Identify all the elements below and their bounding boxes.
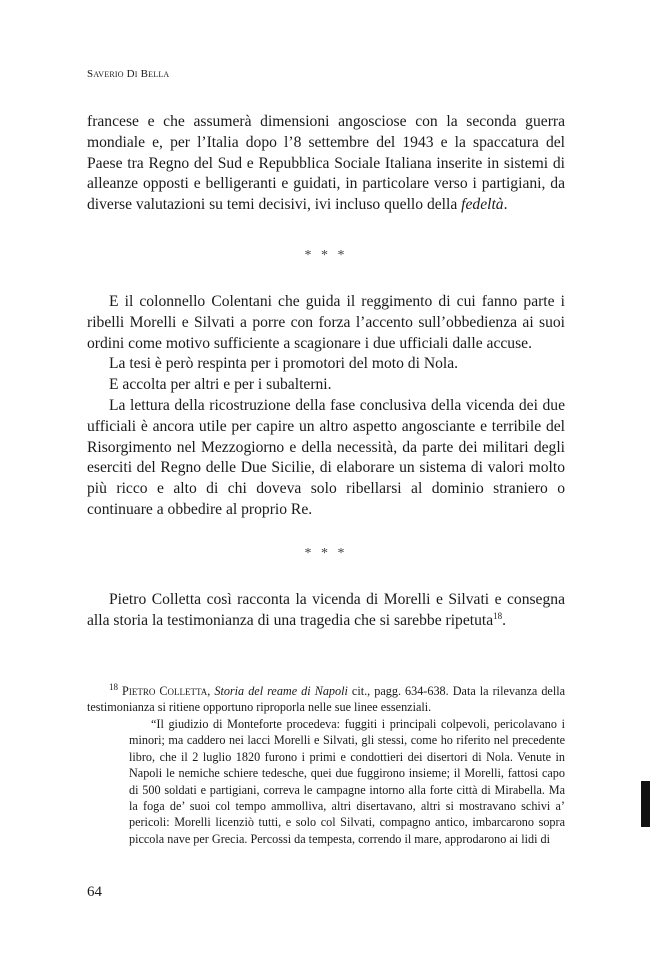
body-paragraph-2: E il colonnello Colentani che guida il reggimento di cui fanno parte i ribelli Morelli e Silvati a porre con forza l’accento sull’obbedienza ai suoi ordini come motivo sufficiente a scagionare i due ufficiali dalle accuse. xyxy=(87,293,565,352)
running-head: Saverio Di Bella xyxy=(87,68,170,80)
body-text: Pietro Colletta così racconta la vicenda di Morelli e Silvati e consegna alla storia la testimonianza di una tragedia che si sarebbe ripetuta xyxy=(87,591,565,629)
footnote xyxy=(87,683,565,716)
footnote-quote xyxy=(129,716,565,847)
body-paragraph-6 xyxy=(87,590,565,632)
footnote-title: Storia del reame di Napoli xyxy=(214,684,348,698)
footnote-separator: , xyxy=(207,684,215,698)
section-separator: * * * xyxy=(304,248,348,263)
page-number: 64 xyxy=(87,884,102,900)
footnote-quote-text: “Il giudizio di Monteforte procedeva: fuggiti i principali colpevoli, pericolavano i minori; ma caddero nei lacci Morelli e Silvati, gli stessi, come ho riferito nel precedente libro, che il 2 luglio 1820 furono i primi e condottieri dei disertori di Nola. Venute in Napoli le nemiche schiere tedesche, quei due fuggirono insieme; il Morelli, fattosi capo di 500 soldati e partigiani, correva le campagne intorno alla forte città di Mirabella. Ma la foga de’ suoi col tempo ammolliva, altri disertavano, altri si mostravano schivi a’ pericoli: Morelli licenziò tutti, e solo col Silvati, compagno antico, imbarcarono sopra piccola nave per Grecia. Percossi da tempesta, correndo il mare, approdarono ai lidi di xyxy=(129,717,565,846)
body-block xyxy=(87,292,565,521)
footnote-author: Pietro Colletta xyxy=(122,684,208,698)
footnote-number: 18 xyxy=(109,681,118,692)
body-paragraph-5: La lettura della ricostruzione della fase conclusiva della vicenda dei due ufficiali è ancora utile per capire un altro aspetto angosciante e terribile del Risorgimento nel Mezzogiorno e della necessità, da parte dei militari degli eserciti del Regno delle Due Sicilie, di elaborare un sistema di valori molto più ricco e alto di chi doveva solo ribellarsi al dominio straniero o continuare a obbedire al proprio Re. xyxy=(87,396,565,518)
body-paragraph-3: La tesi è però respinta per i promotori del moto di Nola. xyxy=(109,355,459,373)
emphasis-text: fedeltà xyxy=(461,196,504,214)
thumb-index-mark xyxy=(641,781,650,827)
footnote-text: cit., pagg. 634-638. Data la rilevanza della testimonianza si ritiene opportuno riproporla nelle sue linee essenziali. xyxy=(87,684,566,715)
punctuation: . xyxy=(503,196,508,214)
body-paragraph-1 xyxy=(87,112,565,216)
punctuation: . xyxy=(502,611,507,629)
footnote-reference[interactable]: 18 xyxy=(493,610,503,621)
body-paragraph-4: E accolta per altri e per i subalterni. xyxy=(109,376,332,394)
body-text: francese e che assumerà dimensioni angosciose con la seconda guerra mondiale e, per l’Italia dopo l’8 settembre del 1943 e la spaccatura del Paese tra Regno del Sud e Repubblica Sociale Italiana inserite in sistemi di alleanze opposti e belligeranti e guidati, in particolare verso i partigiani, da diverse valutazioni su temi decisivi, ivi incluso quello della xyxy=(87,113,565,214)
section-separator: * * * xyxy=(304,546,348,561)
